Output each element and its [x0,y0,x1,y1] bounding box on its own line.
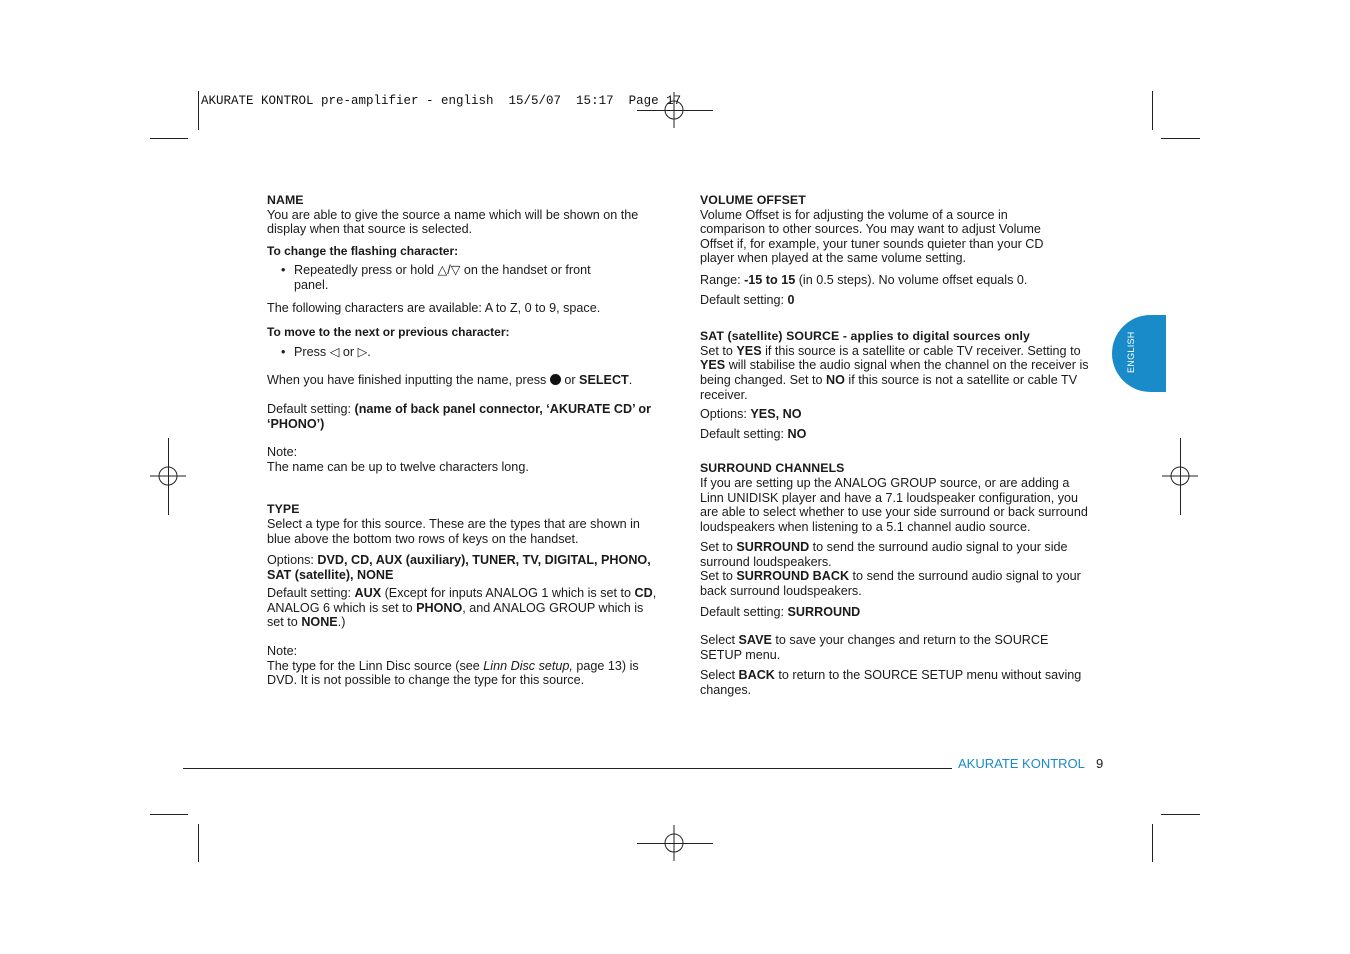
surround-intro: If you are setting up the ANALOG GROUP source, or are adding a Linn UNIDISK player and have a 7.1 loudspeaker configuration, you are able to select whether to use your side surround or back surround loudspeakers when listening to a 5.1 channel audio source. [700,475,1088,534]
name-default-setting: Default setting: (name of back panel connector, ‘AKURATE CD’ or ‘PHONO’) [267,401,651,431]
name-note-text: The name can be up to twelve characters long. [267,459,529,474]
right-column [700,193,1090,698]
crop-mark [1161,814,1200,815]
volume-offset-default: Default setting: 0 [700,292,795,307]
sat-source-default: Default setting: NO [700,426,807,441]
surround-back-setting: Set to SURROUND BACK to send the surround audio signal to your back surround loudspeakers. [700,569,1081,599]
change-character-subheading: To change the flashing character: [267,243,459,258]
crop-mark [150,138,188,139]
type-intro: Select a type for this source. These are the types that are shown in blue above the bottom two rows of keys on the handset. [267,516,640,546]
crop-mark [198,824,199,862]
save-instruction: Select SAVE to save your changes and return to the SOURCE SETUP menu. [700,633,1049,662]
surround-side-setting: Set to SURROUND to send the surround audio signal to your side surround loudspeakers. [700,540,1068,569]
page-number: 9 [1096,756,1104,771]
crop-mark [198,91,199,130]
back-instruction: Select BACK to return to the SOURCE SETUP menu without saving changes. [700,668,1082,698]
surround-default: Default setting: SURROUND [700,604,861,619]
move-character-bullet: • Press ◁ or ▷. [267,345,657,360]
name-heading: NAME [267,193,304,207]
available-characters: The following characters are available: A to Z, 0 to 9, space. [267,300,601,315]
type-options: Options: DVD, CD, AUX (auxiliary), TUNER, TV, DIGITAL, PHONO, SAT (satellite), NONE [267,553,651,582]
sat-source-text: Set to YES if this source is a satellite or cable TV receiver. Setting to YES will stabilise the audio signal when the channel on the receiver is being changed. Set to NO if this source is not a satellite or cable TV receiver. [700,343,1089,402]
footer-rule [183,768,952,769]
crop-mark [168,438,169,515]
type-default-setting: Default setting: AUX (Except for inputs ANALOG 1 which is set to CD, ANALOG 6 which is set to PHONO, and ANALOG GROUP which is set to NONE.) [267,586,657,630]
left-column [267,193,657,688]
crop-mark [1152,91,1153,130]
change-character-bullet: • Repeatedly press or hold △/▽ on the handset or front panel. [267,263,614,292]
volume-offset-heading: VOLUME OFFSET [700,193,806,207]
crop-mark [637,843,713,844]
name-note-label: Note: [267,445,298,460]
volume-offset-intro: Volume Offset is for adjusting the volume of a source in comparison to other sources. You may want to adjust Volume Offset if, for example, your tuner sounds quieter than your CD player when played at the same volume setting. [700,207,1044,266]
footer-brand: AKURATE KONTROL [958,756,1085,771]
type-heading: TYPE [267,502,300,517]
finish-instruction: When you have finished inputting the name, press or SELECT. [267,373,633,388]
crop-mark [150,814,188,815]
move-character-subheading: To move to the next or previous character: [267,325,510,340]
registration-mark-icon [656,92,692,128]
crop-mark [1152,824,1153,862]
name-intro: You are able to give the source a name which will be shown on the display when that source is selected. [267,207,639,237]
print-slug: AKURATE KONTROL pre-amplifier - english 15/5/07 15:17 Page 17 [201,94,682,108]
sat-source-options: Options: YES, NO [700,407,802,422]
type-note-text: The type for the Linn Disc source (see Linn Disc setup, page 13) is DVD. It is not possible to change the type for this source. [267,658,639,688]
volume-offset-range: Range: -15 to 15 (in 0.5 steps). No volume offset equals 0. [700,272,1028,287]
language-tab [1112,315,1166,392]
crop-mark [1161,138,1200,139]
select-dot-icon [550,374,561,385]
surround-heading: SURROUND CHANNELS [700,461,845,476]
crop-mark [1180,438,1181,515]
type-note-label: Note: [267,644,298,659]
language-tab-label: ENGLISH [1126,331,1136,373]
sat-source-heading: SAT (satellite) SOURCE - applies to digital sources only [700,329,1030,344]
